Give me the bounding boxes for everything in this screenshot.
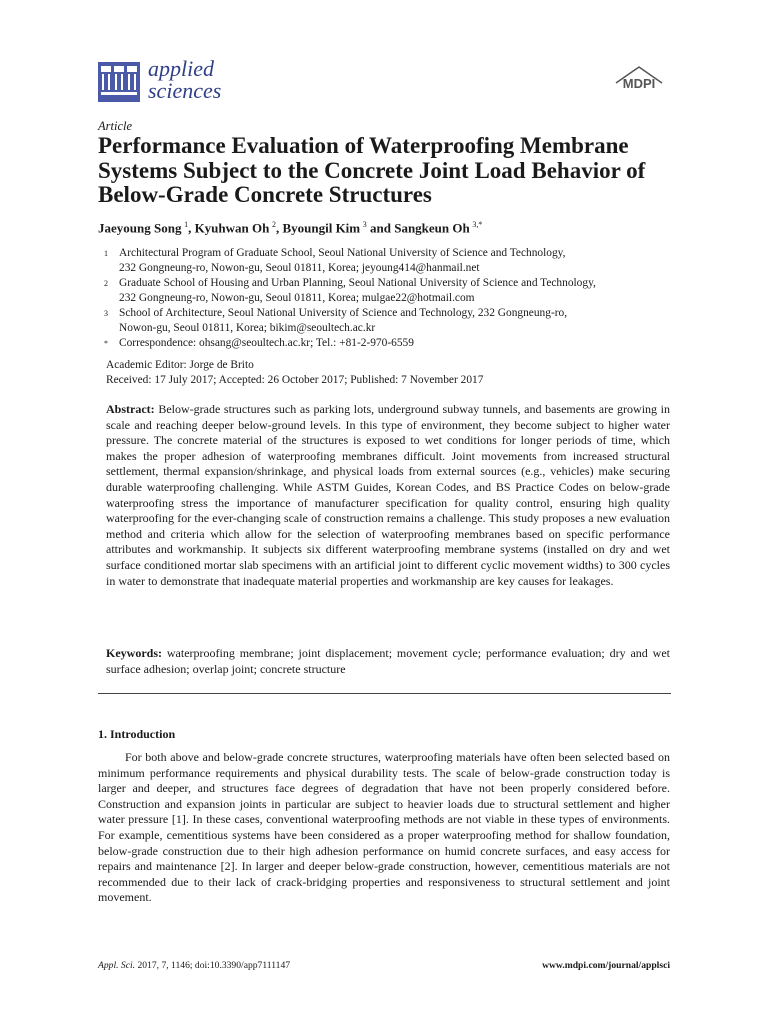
abstract-label: Abstract: bbox=[106, 402, 155, 416]
affiliation-line: 232 Gongneung-ro, Nowon-gu, Seoul 01811, Korea; mulgae22@hotmail.com bbox=[119, 292, 475, 304]
author-affil-ref: 3,* bbox=[472, 220, 483, 229]
introduction-paragraph: For both above and below-grade concrete structures, waterproofing materials have often been selected based on minimum performance requirements and physical durability tests. The scale of below-grade construction today is larger and deeper, and structures face degrees of degradation that have not been properly considered before. Construction and expansion joints in particular are subject to heavier loads due to structural settlement and higher water pressure [1]. In these cases, conventional waterproofing methods are not viable in these types of environments. For example, cementitious systems have been considered as a proper waterproofing method for shallow foundation, below-grade construction due to their high adhesion performance on humid concrete surfaces, and easy access for repairs and maintenance [2]. In larger and deeper below-grade construction, however, cementitious materials are not recommended due to their lack of crack-bridging properties and responsiveness to structural settlement and joint movement. bbox=[98, 750, 670, 905]
author-affil-ref: 2 bbox=[271, 220, 276, 229]
publication-dates: Received: 17 July 2017; Accepted: 26 October 2017; Published: 7 November 2017 bbox=[106, 374, 484, 386]
academic-editor: Academic Editor: Jorge de Brito bbox=[106, 359, 254, 371]
journal-name bbox=[148, 58, 221, 102]
affiliation-line: Graduate School of Housing and Urban Planning, Seoul National University of Science and Technology, bbox=[119, 277, 596, 289]
publisher-name: MDPI bbox=[622, 76, 656, 91]
abstract bbox=[106, 402, 670, 589]
affiliation-line: School of Architecture, Seoul National University of Science and Technology, 232 Gongneung-ro, bbox=[119, 307, 568, 319]
journal-url-link[interactable]: www.mdpi.com/journal/applsci bbox=[542, 960, 670, 971]
affiliation-number: * bbox=[104, 339, 108, 348]
author-affil-ref: 1 bbox=[184, 220, 189, 229]
journal-abbreviation: Appl. Sci. bbox=[98, 960, 136, 971]
affiliation-line: 232 Gongneung-ro, Nowon-gu, Seoul 01811, Korea; jeyoung414@hanmail.net bbox=[119, 262, 480, 274]
correspondence-line: Correspondence: ohsang@seoultech.ac.kr; Tel.: +81-2-970-6559 bbox=[119, 337, 414, 349]
article-type: Article bbox=[98, 119, 133, 133]
citation-footer bbox=[98, 960, 290, 971]
section-divider bbox=[98, 693, 671, 694]
journal-name-line2: sciences bbox=[148, 78, 222, 103]
affiliation-line: Architectural Program of Graduate School, Seoul National University of Science and Technology, bbox=[119, 247, 566, 259]
author-name: Kyuhwan Oh bbox=[194, 220, 270, 236]
journal-logo-icon bbox=[98, 62, 140, 102]
author-list: Jaeyoung Song $^1$, Kyuhwan Oh $^2$, Byoungil Kim $^3$ and Sangkeun Oh $^{3,*}$ bbox=[98, 220, 483, 236]
affiliation-number: 3 bbox=[104, 309, 108, 318]
author-name: Sangkeun Oh bbox=[394, 220, 470, 236]
citation-details: 2017, 7, 1146; doi:10.3390/app7111147 bbox=[137, 960, 291, 971]
author-affil-ref: 3 bbox=[362, 220, 367, 229]
affiliation-number: 1 bbox=[104, 249, 108, 258]
paper-title: Performance Evaluation of Waterproofing Membrane Systems Subject to the Concrete Joint Load Behavior of Below-Grade Concrete Structures bbox=[98, 133, 646, 207]
author-conjunction: and bbox=[370, 220, 391, 236]
abstract-text: Below-grade structures such as parking lots, underground subway tunnels, and basements are growing in scale and reaching deeper below-ground levels. In this type of environment, they become subject to higher water pressure. The concrete material of the structures is exposed to wet conditions for longer periods of time, which makes the proper adhesion of waterproofing membranes difficult. Joint movements from increased structural settlement, thermal expansion/shrinkage, and physical loads from external sources (e.g., vehicles) make securing durable waterproofing challenging. While ASTM Guides, Korean Codes, and BS Practice Codes on below-grade waterproofing stress the importance of manufacturer specification for quality control, ensuring high quality waterproofing for the ever-changing scale of construction remains a challenge. This study proposes a new evaluation method and criteria which allow for the selection of waterproofing membranes based on specific performance attributes and workmanship. It subjects six different waterproofing membrane systems (installed on dry and wet surface conditioned mortar slab specimens with an artificial joint to different cyclic movement widths) to 300 cycles in water to demonstrate that inadequate material properties and workmanship are key causes for leakages. bbox=[106, 402, 671, 588]
affiliation-number: 2 bbox=[104, 279, 108, 288]
section-heading: 1. Introduction bbox=[98, 727, 176, 741]
affiliation-line: Nowon-gu, Seoul 01811, Korea; bikim@seoultech.ac.kr bbox=[119, 322, 376, 334]
mdpi-logo-icon bbox=[612, 63, 667, 91]
author-name: Jaeyoung Song bbox=[98, 220, 182, 236]
keywords bbox=[106, 646, 670, 677]
journal-name-line1: applied bbox=[148, 56, 214, 81]
keywords-label: Keywords: bbox=[106, 646, 162, 660]
author-name: Byoungil Kim bbox=[282, 220, 361, 236]
keywords-text: waterproofing membrane; joint displacement; movement cycle; performance evaluation; dry and wet surface adhesion; overlap joint; concrete structure bbox=[106, 646, 670, 676]
publisher-logo bbox=[612, 63, 667, 91]
